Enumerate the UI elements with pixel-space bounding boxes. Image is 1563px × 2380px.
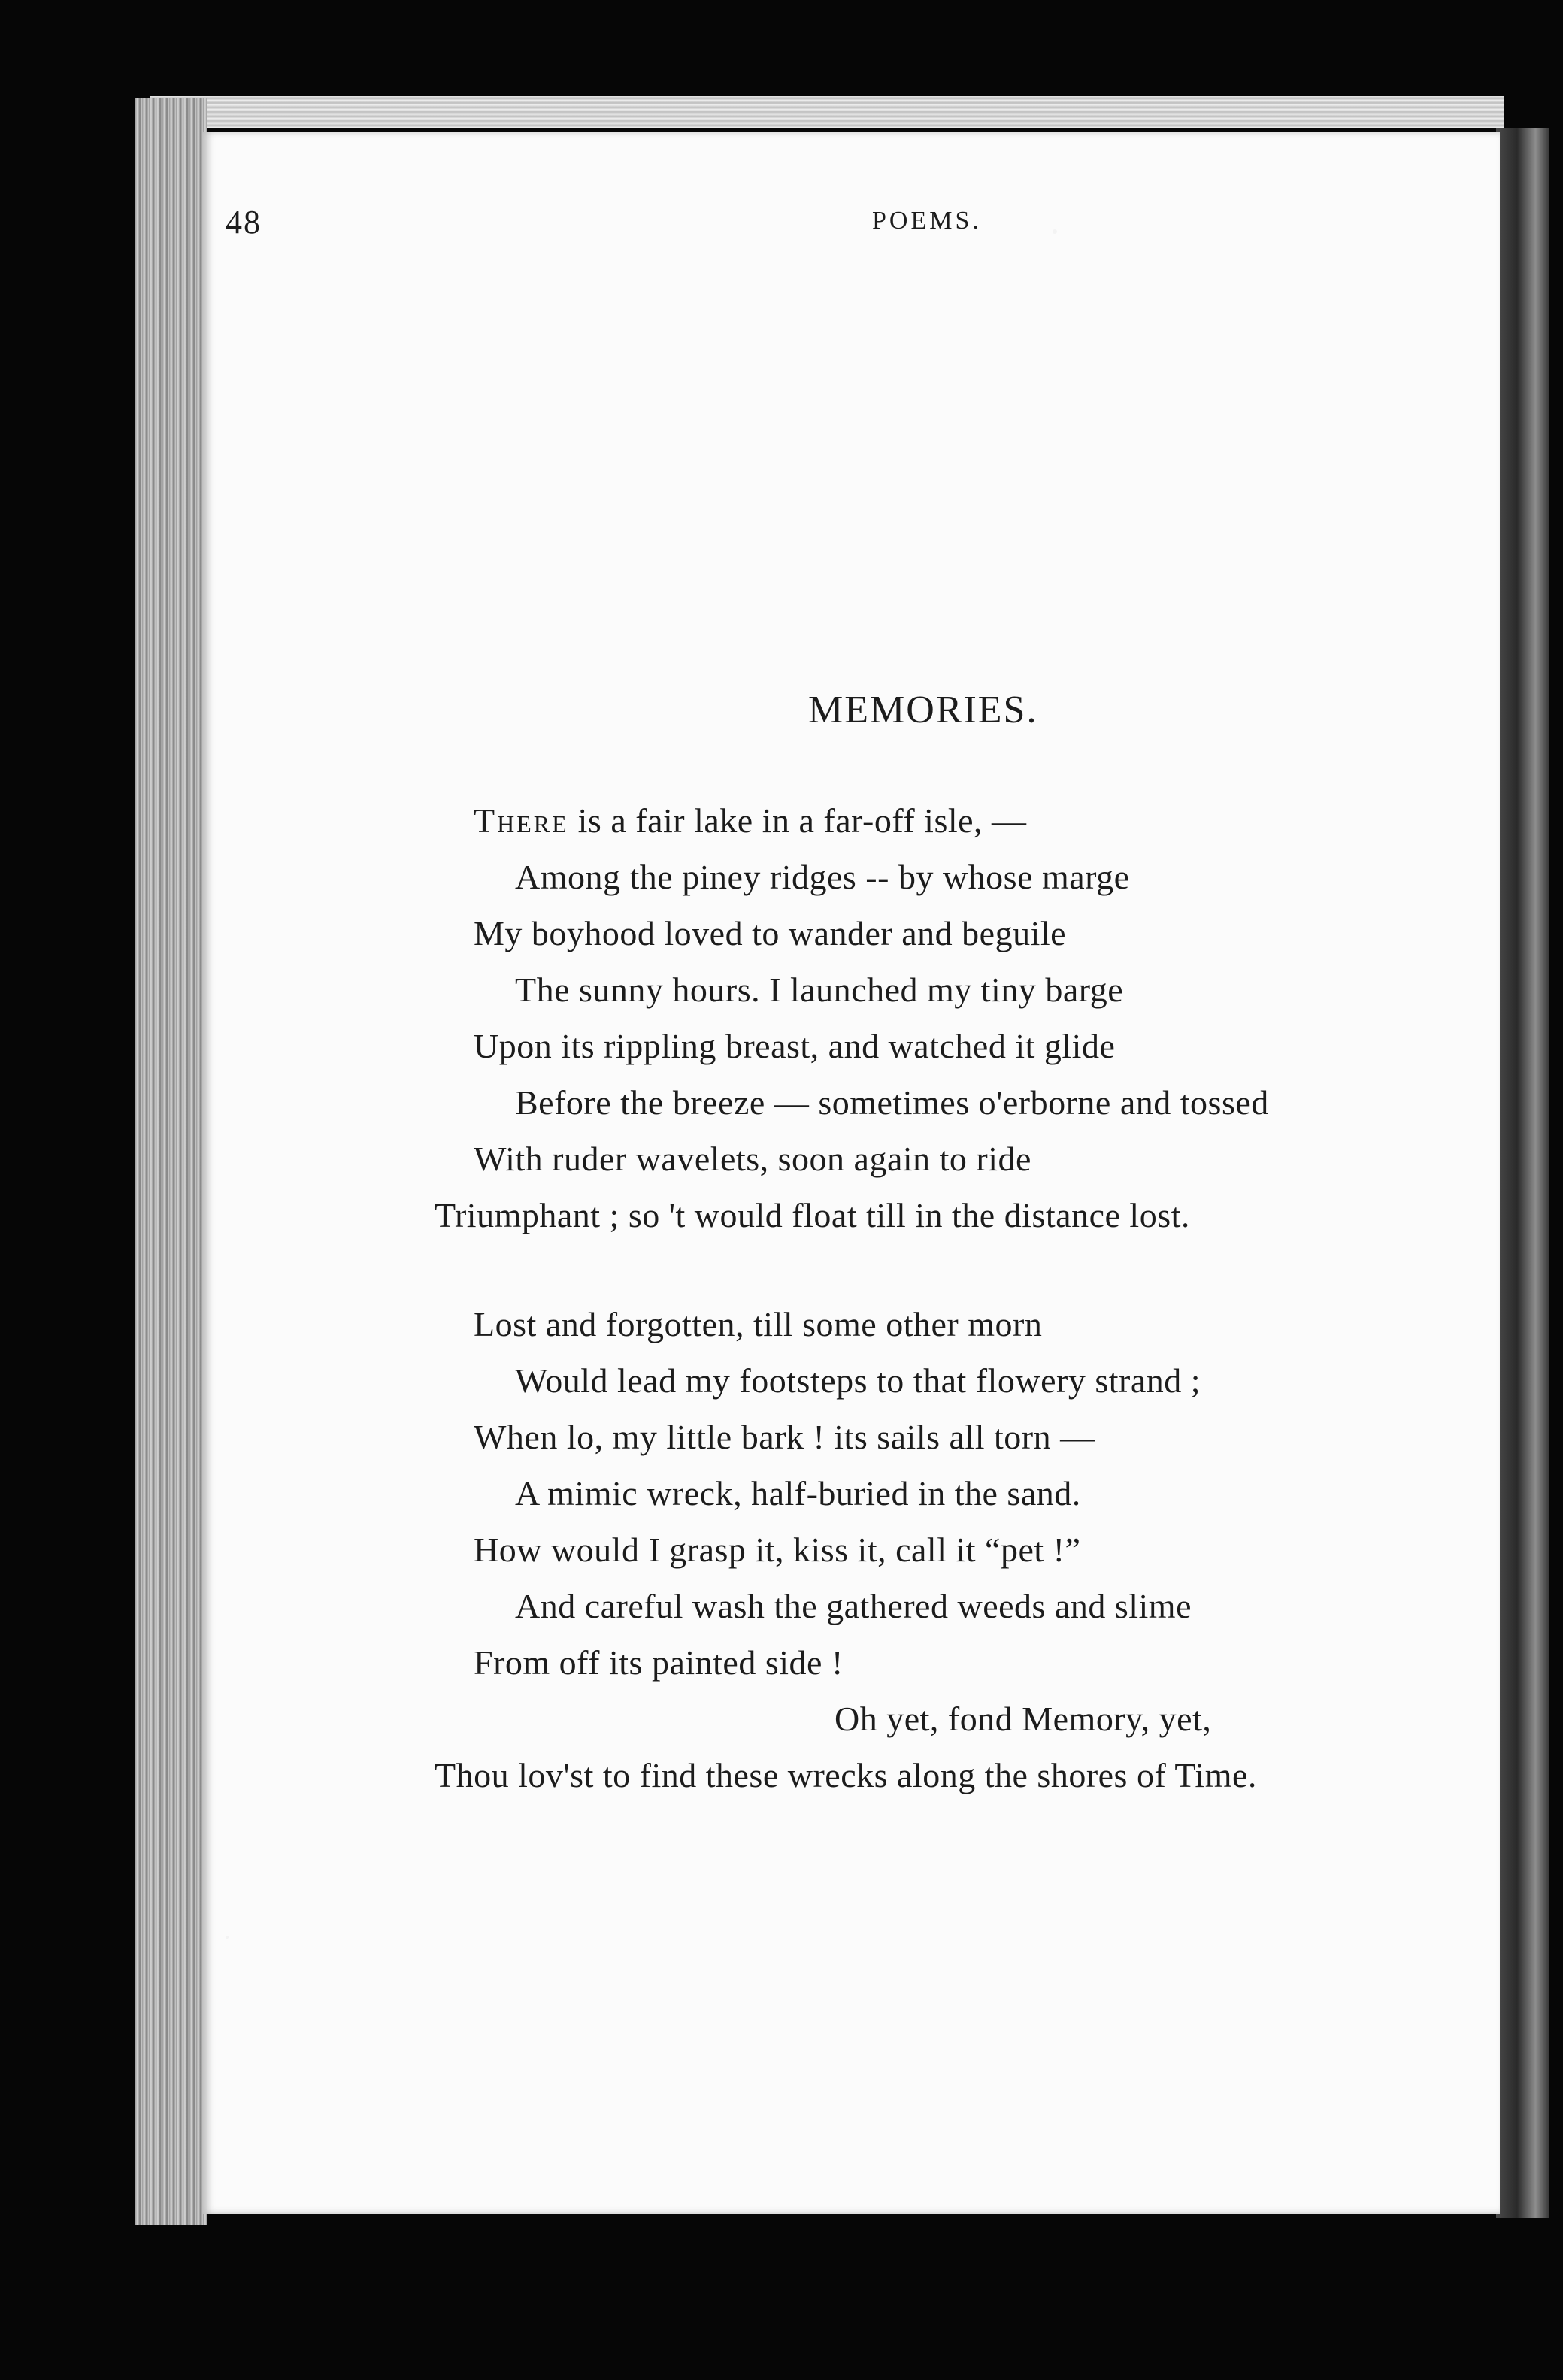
poem-line: Before the breeze — sometimes o'erborne and tossed (515, 1083, 1269, 1122)
poem-title: MEMORIES. (808, 689, 1038, 731)
poem-line: Lost and forgotten, till some other morn (474, 1305, 1043, 1343)
poem-line: Triumphant ; so 't would float till in the distance lost. (435, 1196, 1190, 1234)
poem-line: When lo, my little bark ! its sails all torn — (474, 1418, 1095, 1456)
page-number: 48 (226, 204, 262, 241)
paper-speck (1053, 229, 1057, 234)
poem-line: How would I grasp it, kiss it, call it “pet !” (474, 1531, 1081, 1569)
binding-right-edge (1496, 128, 1549, 2218)
page-stack-left-edge (135, 98, 207, 2225)
poem-line: A mimic wreck, half-buried in the sand. (515, 1474, 1081, 1512)
poem-line: Oh yet, fond Memory, yet, (835, 1700, 1212, 1738)
poem-line: Upon its rippling breast, and watched it glide (474, 1027, 1116, 1065)
poem-line: My boyhood loved to wander and beguile (474, 914, 1067, 952)
page-stack-top-edge (150, 96, 1504, 128)
poem-line: Would lead my footsteps to that flowery strand ; (515, 1361, 1201, 1400)
poem-line (474, 801, 1027, 840)
poem-line: The sunny hours. I launched my tiny barge (515, 970, 1124, 1009)
running-head: POEMS. (872, 207, 982, 235)
poem-line: Thou lov'st to find these wrecks along the shores of Time. (435, 1756, 1257, 1794)
poem-line-text: is a fair lake in a far-off isle, — (568, 801, 1027, 840)
poem-line: With ruder wavelets, soon again to ride (474, 1140, 1031, 1178)
poem-line: And careful wash the gathered weeds and slime (515, 1587, 1192, 1625)
poem-line: Among the piney ridges -- by whose marge (515, 858, 1130, 896)
paper-speck (226, 1936, 229, 1939)
poem-first-word: There (474, 801, 569, 840)
poem-line: From off its painted side ! (474, 1643, 844, 1682)
